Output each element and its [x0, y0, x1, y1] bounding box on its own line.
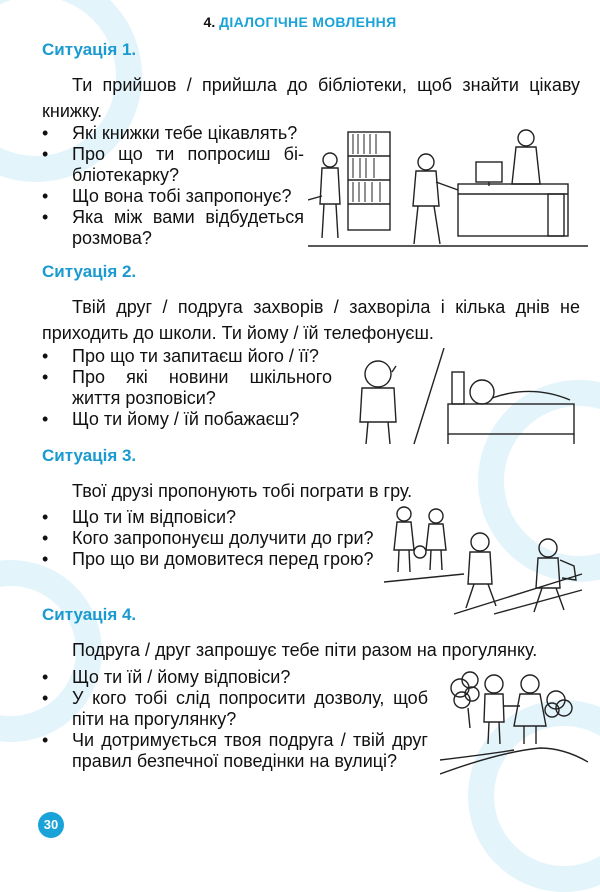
- list-item: • Що ти їм відповіси?: [42, 507, 237, 527]
- section-number: 4.: [203, 14, 216, 30]
- situation-2-title: Ситуація 2.: [42, 262, 137, 281]
- list-item: • Яка між вами відбудеться розмова?: [42, 207, 304, 248]
- list-item: • Про що ви домовитеся перед грою?: [42, 549, 374, 569]
- list-item: • Що ти йому / їй побажаєш?: [42, 409, 300, 429]
- list-item: • Про що ти запитаєш його / її?: [42, 346, 319, 366]
- list-item: • Про що ти попросиш бі-бліотекарку?: [42, 144, 304, 185]
- situation-1-intro: Ти прийшов / прийшла до бібліотеки, щоб знайти цікаву книжку.: [42, 75, 580, 121]
- situation-3-questions: [42, 507, 378, 570]
- list-item: • У кого тобі слід попросити дозволу, щоб піти на прогулянку?: [42, 688, 428, 729]
- list-item: • Що вона тобі запропонує?: [42, 186, 292, 206]
- list-item: • Кого запропонуєш долучити до гри?: [42, 528, 374, 548]
- library-illustration: [308, 120, 588, 255]
- list-item: • Про які новини шкільного життя розповіси?: [42, 367, 332, 408]
- situation-2-questions: [42, 346, 332, 430]
- situation-3-title: Ситуація 3.: [42, 446, 137, 465]
- list-item: • Чи дотримується твоя подруга / твій друг правил безпечної поведінки на вулиці?: [42, 730, 428, 771]
- situation-4-title: Ситуація 4.: [42, 605, 137, 624]
- section-title: ДІАЛОГІЧНЕ МОВЛЕННЯ: [219, 14, 397, 30]
- situation-1-questions: [42, 123, 304, 249]
- situation-1-title: Ситуація 1.: [42, 40, 137, 59]
- playing-children-illustration: [384, 504, 584, 616]
- sick-friend-illustration: [352, 348, 584, 448]
- list-item: • Що ти їй / йому відповіси?: [42, 667, 291, 687]
- section-header: [0, 14, 600, 30]
- list-item: • Які книжки тебе цікавлять?: [42, 123, 298, 143]
- situation-3-intro: Твої друзі пропонують тобі пограти в гру.: [72, 481, 413, 501]
- page-number: 30: [38, 812, 64, 838]
- walking-friends-illustration: [440, 664, 588, 782]
- situation-4-questions: [42, 667, 428, 772]
- situation-2-intro: Твій друг / подруга захворів / захворіла і кілька днів не приходить до школи. Ти йому / їй телефонуєш.: [42, 297, 580, 343]
- situation-4-intro: Подруга / друг запрошує тебе піти разом на прогулянку.: [72, 640, 538, 660]
